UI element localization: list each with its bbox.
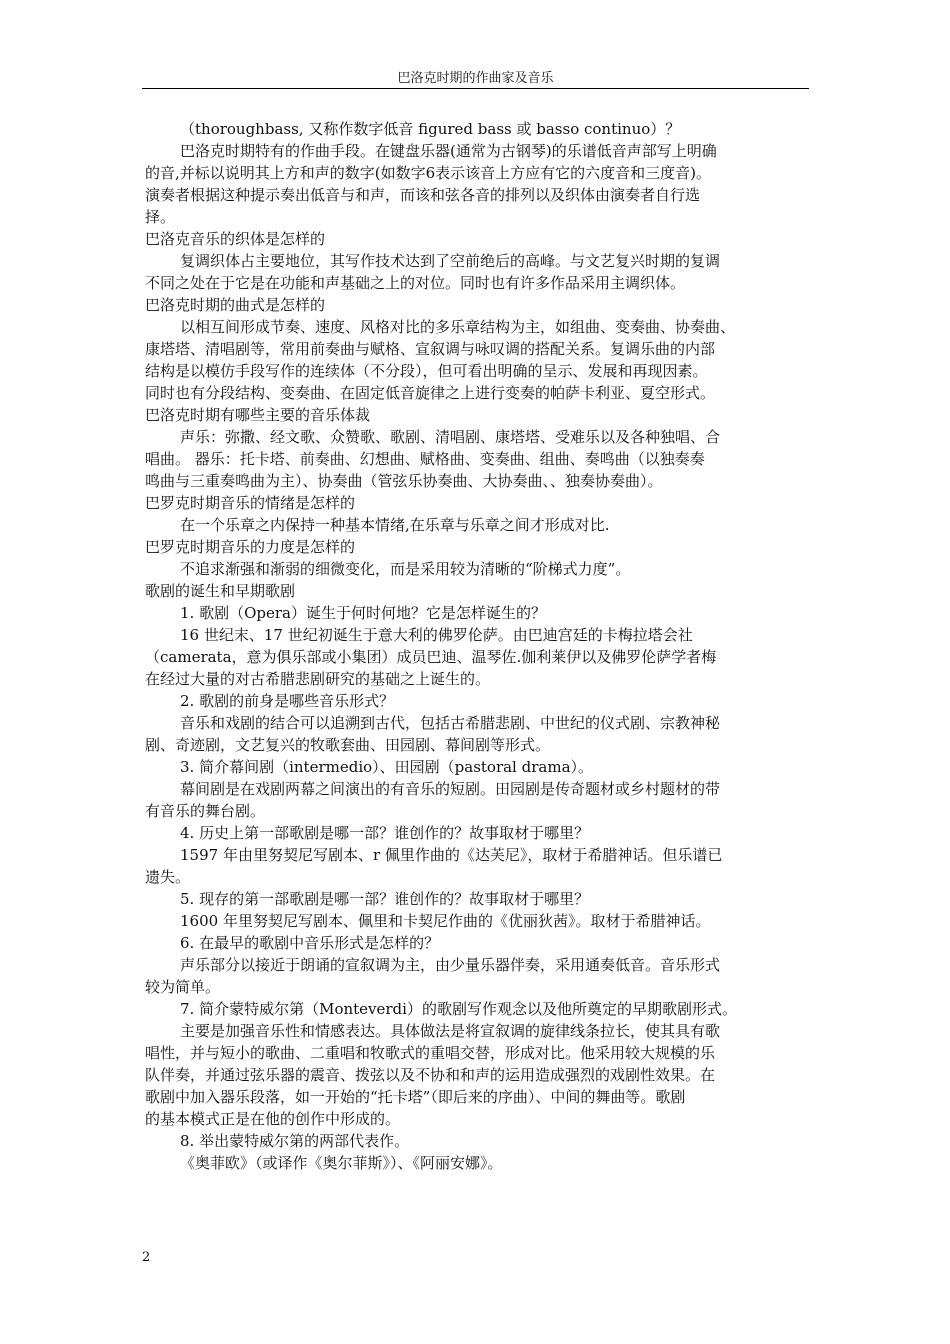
text-line: 声乐：弥撒、经文歌、众赞歌、歌剧、清唱剧、康塔塔、受难乐以及各种独唱、合 <box>180 428 721 446</box>
section-heading: 巴罗克时期音乐的情绪是怎样的 <box>145 494 356 512</box>
text-line: 不追求渐强和渐弱的细微变化，而是采用较为清晰的“阶梯式力度”。 <box>180 560 631 578</box>
question-line: 8. 举出蒙特威尔第的两部代表作。 <box>180 1132 410 1150</box>
text-line: 结构是以模仿手段写作的连续体（不分段），但可看出明确的呈示、发展和再现因素。 <box>145 362 708 380</box>
text-line: 不同之处在于它是在功能和声基础之上的对位。同时也有许多作品采用主调织体。 <box>145 274 686 292</box>
text-line: 康塔塔、清唱剧等，常用前奏曲与赋格、宣叙调与咏叹调的搭配关系。复调乐曲的内部 <box>145 340 716 358</box>
text-line: （camerata，意为俱乐部或小集团）成员巴迪、温琴佐.伽利莱伊以及佛罗伦萨学者梅 <box>145 648 717 666</box>
text-line: 复调织体占主要地位，其写作技术达到了空前绝后的高峰。与文艺复兴时期的复调 <box>180 252 721 270</box>
text-line: 1600 年里努契尼写剧本、佩里和卡契尼作曲的《优丽狄茜》。取材于希腊神话。 <box>180 912 711 930</box>
text-line: 在一个乐章之内保持一种基本情绪,在乐章与乐章之间才形成对比. <box>180 516 610 534</box>
text-line: 唱曲。 器乐：托卡塔、前奏曲、幻想曲、赋格曲、变奏曲、组曲、奏鸣曲（以独奏奏 <box>145 450 705 468</box>
text-line: 的基本模式正是在他的创作中形成的。 <box>145 1110 401 1128</box>
text-line: 的音,并标以说明其上方和声的数字(如数字6表示该音上方应有它的六度音和三度音)。 <box>145 164 712 182</box>
text-line: 有音乐的舞台剧。 <box>145 802 266 820</box>
text-line: 在经过大量的对古希腊悲剧研究的基础之上诞生的。 <box>145 670 491 688</box>
section-heading: 巴洛克时期的曲式是怎样的 <box>145 296 326 314</box>
page-number: 2 <box>142 1250 151 1265</box>
question-line: 3. 简介幕间剧（intermedio）、田园剧（pastoral drama）。 <box>180 758 594 776</box>
running-header: 巴洛克时期的作曲家及音乐 <box>397 71 554 86</box>
text-line: 《奥菲欧》（或译作《奥尔菲斯》）、《阿丽安娜》。 <box>180 1154 503 1172</box>
question-line: 6. 在最早的歌剧中音乐形式是怎样的？ <box>180 934 440 952</box>
text-line: 巴洛克时期特有的作曲手段。在键盘乐器(通常为古钢琴)的乐谱低音声部写上明确 <box>180 142 717 160</box>
question-line: 1. 歌剧（Opera）诞生于何时何地？它是怎样诞生的？ <box>180 604 546 622</box>
text-line: 同时也有分段结构、变奏曲、在固定低音旋律之上进行变奏的帕萨卡利亚、夏空形式。 <box>145 384 716 402</box>
text-line: 剧、奇迹剧，文艺复兴的牧歌套曲、田园剧、幕间剧等形式。 <box>145 736 551 754</box>
text-line: 音乐和戏剧的结合可以追溯到古代，包括古希腊悲剧、中世纪的仪式剧、宗教神秘 <box>180 714 721 732</box>
text-line: 较为简单。 <box>145 978 221 996</box>
question-line: 7. 简介蒙特威尔第（Monteverdi）的歌剧写作观念以及他所奠定的早期歌剧形式。 <box>180 1000 737 1018</box>
text-line: 择。 <box>145 208 176 226</box>
section-heading: 巴罗克时期音乐的力度是怎样的 <box>145 538 356 556</box>
section-heading: 巴洛克时期有哪些主要的音乐体裁 <box>145 406 371 424</box>
section-heading: 巴洛克音乐的织体是怎样的 <box>145 230 326 248</box>
text-line: 16 世纪末、17 世纪初诞生于意大利的佛罗伦萨。由巴迪宫廷的卡梅拉塔会社 <box>180 626 693 644</box>
section-heading: 歌剧的诞生和早期歌剧 <box>145 582 296 600</box>
text-line: 声乐部分以接近于朗诵的宣叙调为主，由少量乐器伴奏，采用通奏低音。音乐形式 <box>180 956 721 974</box>
text-line: （thoroughbass, 又称作数字低音 figured bass 或 basso continuo）？ <box>180 120 681 138</box>
header-rule <box>142 88 809 89</box>
text-line: 幕间剧是在戏剧两幕之间演出的有音乐的短剧。田园剧是传奇题材或乡村题材的带 <box>180 780 721 798</box>
text-line: 鸣曲与三重奏鸣曲为主）、协奏曲（管弦乐协奏曲、大协奏曲、、独奏协奏曲）。 <box>145 472 663 490</box>
text-line: 遗失。 <box>145 868 191 886</box>
text-line: 以相互间形成节奏、速度、风格对比的多乐章结构为主，如组曲、变奏曲、协奏曲、 <box>180 318 736 336</box>
text-line: 演奏者根据这种提示奏出低音与和声，而该和弦各音的排列以及织体由演奏者自行选 <box>145 186 701 204</box>
text-line: 1597 年由里努契尼写剧本、r 佩里作曲的《达芙尼》，取材于希腊神话。但乐谱已 <box>180 846 723 864</box>
text-line: 队伴奏，并通过弦乐器的震音、拨弦以及不协和和声的运用造成强烈的戏剧性效果。在 <box>145 1066 716 1084</box>
question-line: 5. 现存的第一部歌剧是哪一部？谁创作的？故事取材于哪里？ <box>180 890 590 908</box>
text-line: 主要是加强音乐性和情感表达。具体做法是将宣叙调的旋律线条拉长，使其具有歌 <box>180 1022 721 1040</box>
text-line: 唱性，并与短小的歌曲、二重唱和牧歌式的重唱交替，形成对比。他采用较大规模的乐 <box>145 1044 716 1062</box>
question-line: 4. 历史上第一部歌剧是哪一部？谁创作的？故事取材于哪里？ <box>180 824 590 842</box>
question-line: 2. 歌剧的前身是哪些音乐形式？ <box>180 692 395 710</box>
text-line: 歌剧中加入器乐段落，如一开始的“托卡塔”（即后来的序曲）、中间的舞曲等。歌剧 <box>145 1088 686 1106</box>
